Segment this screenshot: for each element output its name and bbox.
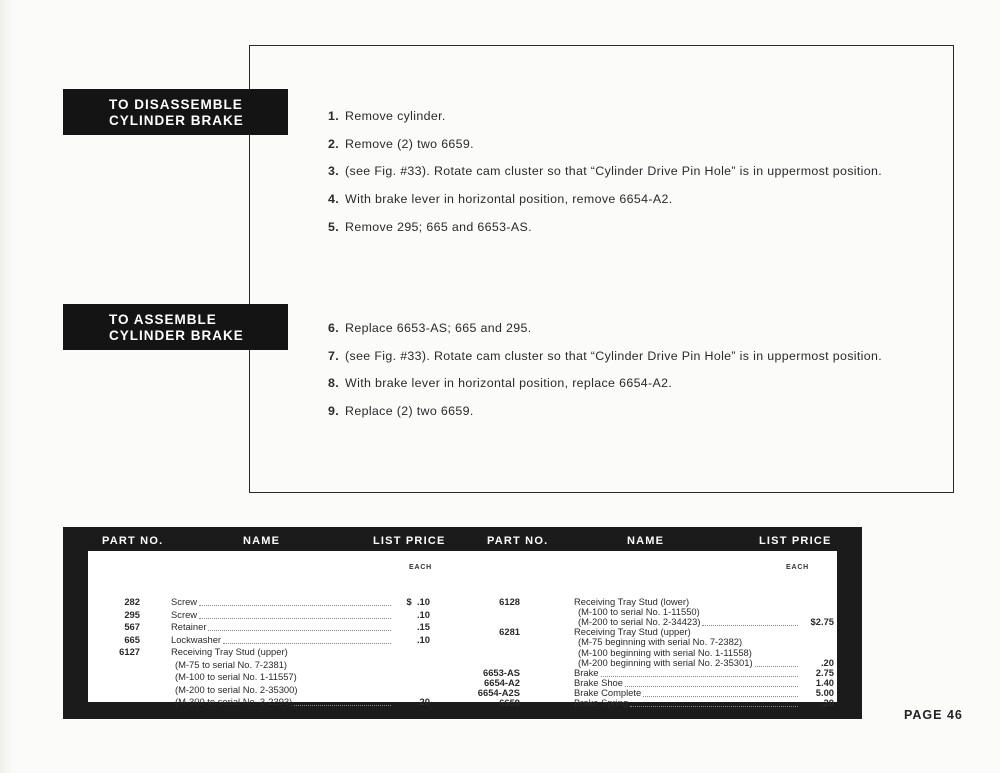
step-item: 7. (see Fig. #33). Rotate cam cluster so that “Cylinder Drive Pin Hole” is in uppermost position.	[328, 348, 883, 363]
assemble-heading	[63, 304, 288, 350]
part-name: Lockwasher	[171, 633, 222, 645]
header-part-no: PART NO.	[102, 535, 164, 547]
parts-row	[88, 659, 448, 671]
leader-dots	[630, 697, 798, 707]
leader-dots	[643, 687, 798, 697]
header-name: NAME	[243, 535, 281, 547]
parts-table-body	[88, 551, 837, 708]
header-list-price: LIST PRICE	[373, 535, 446, 547]
part-number: 295	[124, 608, 140, 620]
part-name: Screw	[171, 608, 198, 620]
leader-dots	[625, 677, 798, 687]
parts-row	[88, 646, 448, 658]
list-price: $2.75	[810, 616, 834, 628]
each-label: EACH	[409, 564, 433, 571]
header-part-no: PART NO.	[487, 535, 549, 547]
part-number: 6653-AS	[482, 666, 520, 678]
part-name: Brake Spring	[574, 697, 629, 708]
leader-dots	[208, 621, 391, 631]
step-item: 3. (see Fig. #33). Rotate cam cluster so that “Cylinder Drive Pin Hole” is in uppermost position.	[328, 164, 883, 179]
part-name: (M-100 to serial No. 1-11557)	[175, 671, 297, 682]
disassemble-steps	[328, 109, 882, 247]
parts-row	[88, 684, 448, 696]
step-item: 9. Replace (2) two 6659.	[328, 404, 474, 419]
disassemble-heading	[63, 89, 288, 135]
part-number: 6654-A2	[484, 676, 520, 688]
disassemble-heading-line: CYLINDER BRAKE	[109, 113, 244, 128]
list-price: 1.40	[815, 676, 834, 688]
list-price: .20	[820, 656, 834, 668]
list-price: .10	[416, 633, 430, 645]
leader-dots	[199, 596, 391, 606]
leader-dots	[755, 657, 798, 667]
part-number: 6659	[499, 697, 520, 708]
leader-dots	[702, 616, 798, 626]
parts-row	[468, 697, 837, 709]
header-list-price: LIST PRICE	[759, 535, 832, 547]
part-name: Retainer	[171, 621, 207, 632]
step-item: 2. Remove (2) two 6659.	[328, 136, 474, 151]
each-label: EACH	[786, 564, 810, 571]
list-price: $ .10	[406, 596, 430, 607]
parts-row	[88, 609, 448, 621]
part-name: (M-300 to serial No. 3-2393)	[175, 696, 293, 707]
part-name: Brake	[574, 666, 599, 678]
assemble-heading-line: TO ASSEMBLE	[109, 312, 217, 327]
part-number: 6128	[499, 596, 520, 607]
part-name: (M-100 beginning with serial No. 1-11558)	[578, 646, 752, 658]
page-number: PAGE 46	[904, 708, 963, 722]
leader-dots	[601, 667, 798, 677]
leader-dots	[199, 609, 391, 619]
step-item: 4. With brake lever in horizontal position, remove 6654-A2.	[328, 192, 673, 207]
part-number: 6281	[499, 626, 520, 638]
step-item: 1. Remove cylinder.	[328, 109, 446, 123]
part-name: (M-200 to serial No. 2-35300)	[175, 683, 298, 695]
part-name: Brake Shoe	[574, 676, 623, 688]
parts-row	[88, 621, 448, 633]
parts-row	[88, 634, 448, 646]
part-name: (M-200 to serial No. 2-34423)	[578, 616, 701, 628]
part-name: (M-100 to serial No. 1-11550)	[578, 606, 700, 618]
parts-price-table	[63, 527, 862, 719]
part-name: (M-200 beginning with serial No. 2-35301)	[578, 656, 753, 668]
binder-edge	[0, 0, 14, 773]
list-price: .20	[416, 696, 430, 707]
step-item: 5. Remove 295; 665 and 6653-AS.	[328, 219, 532, 234]
part-number: 567	[124, 621, 140, 632]
part-name: (M-75 to serial No. 7-2381)	[175, 658, 288, 670]
part-number: 6127	[119, 646, 140, 657]
part-name: (M-75 beginning with serial No. 7-2382)	[578, 636, 743, 648]
parts-row	[88, 671, 448, 683]
leader-dots	[223, 634, 391, 644]
list-price: 5.00	[815, 686, 834, 698]
assemble-heading-line: CYLINDER BRAKE	[109, 328, 244, 343]
parts-row	[88, 696, 448, 708]
list-price: .15	[416, 621, 430, 632]
part-name: Receiving Tray Stud (upper)	[574, 626, 691, 638]
list-price: 2.75	[815, 666, 834, 678]
part-name: Receiving Tray Stud (lower)	[574, 596, 690, 607]
part-number: 665	[124, 633, 140, 645]
part-name: Brake Complete	[574, 686, 642, 698]
part-name: Screw	[171, 596, 198, 607]
parts-row	[88, 596, 448, 608]
leader-dots	[294, 696, 391, 706]
assemble-steps	[328, 321, 882, 432]
disassemble-heading-line: TO DISASSEMBLE	[109, 97, 243, 112]
list-price: .10	[416, 608, 430, 620]
step-item: 8. With brake lever in horizontal position, replace 6654-A2.	[328, 376, 673, 391]
header-name: NAME	[627, 535, 665, 547]
part-name: Receiving Tray Stud (upper)	[171, 646, 288, 657]
part-number: 282	[124, 596, 140, 607]
step-item: 6. Replace 6653-AS; 665 and 295.	[328, 321, 532, 335]
part-number: 6654-A2S	[477, 686, 520, 698]
list-price: .20	[820, 697, 834, 708]
